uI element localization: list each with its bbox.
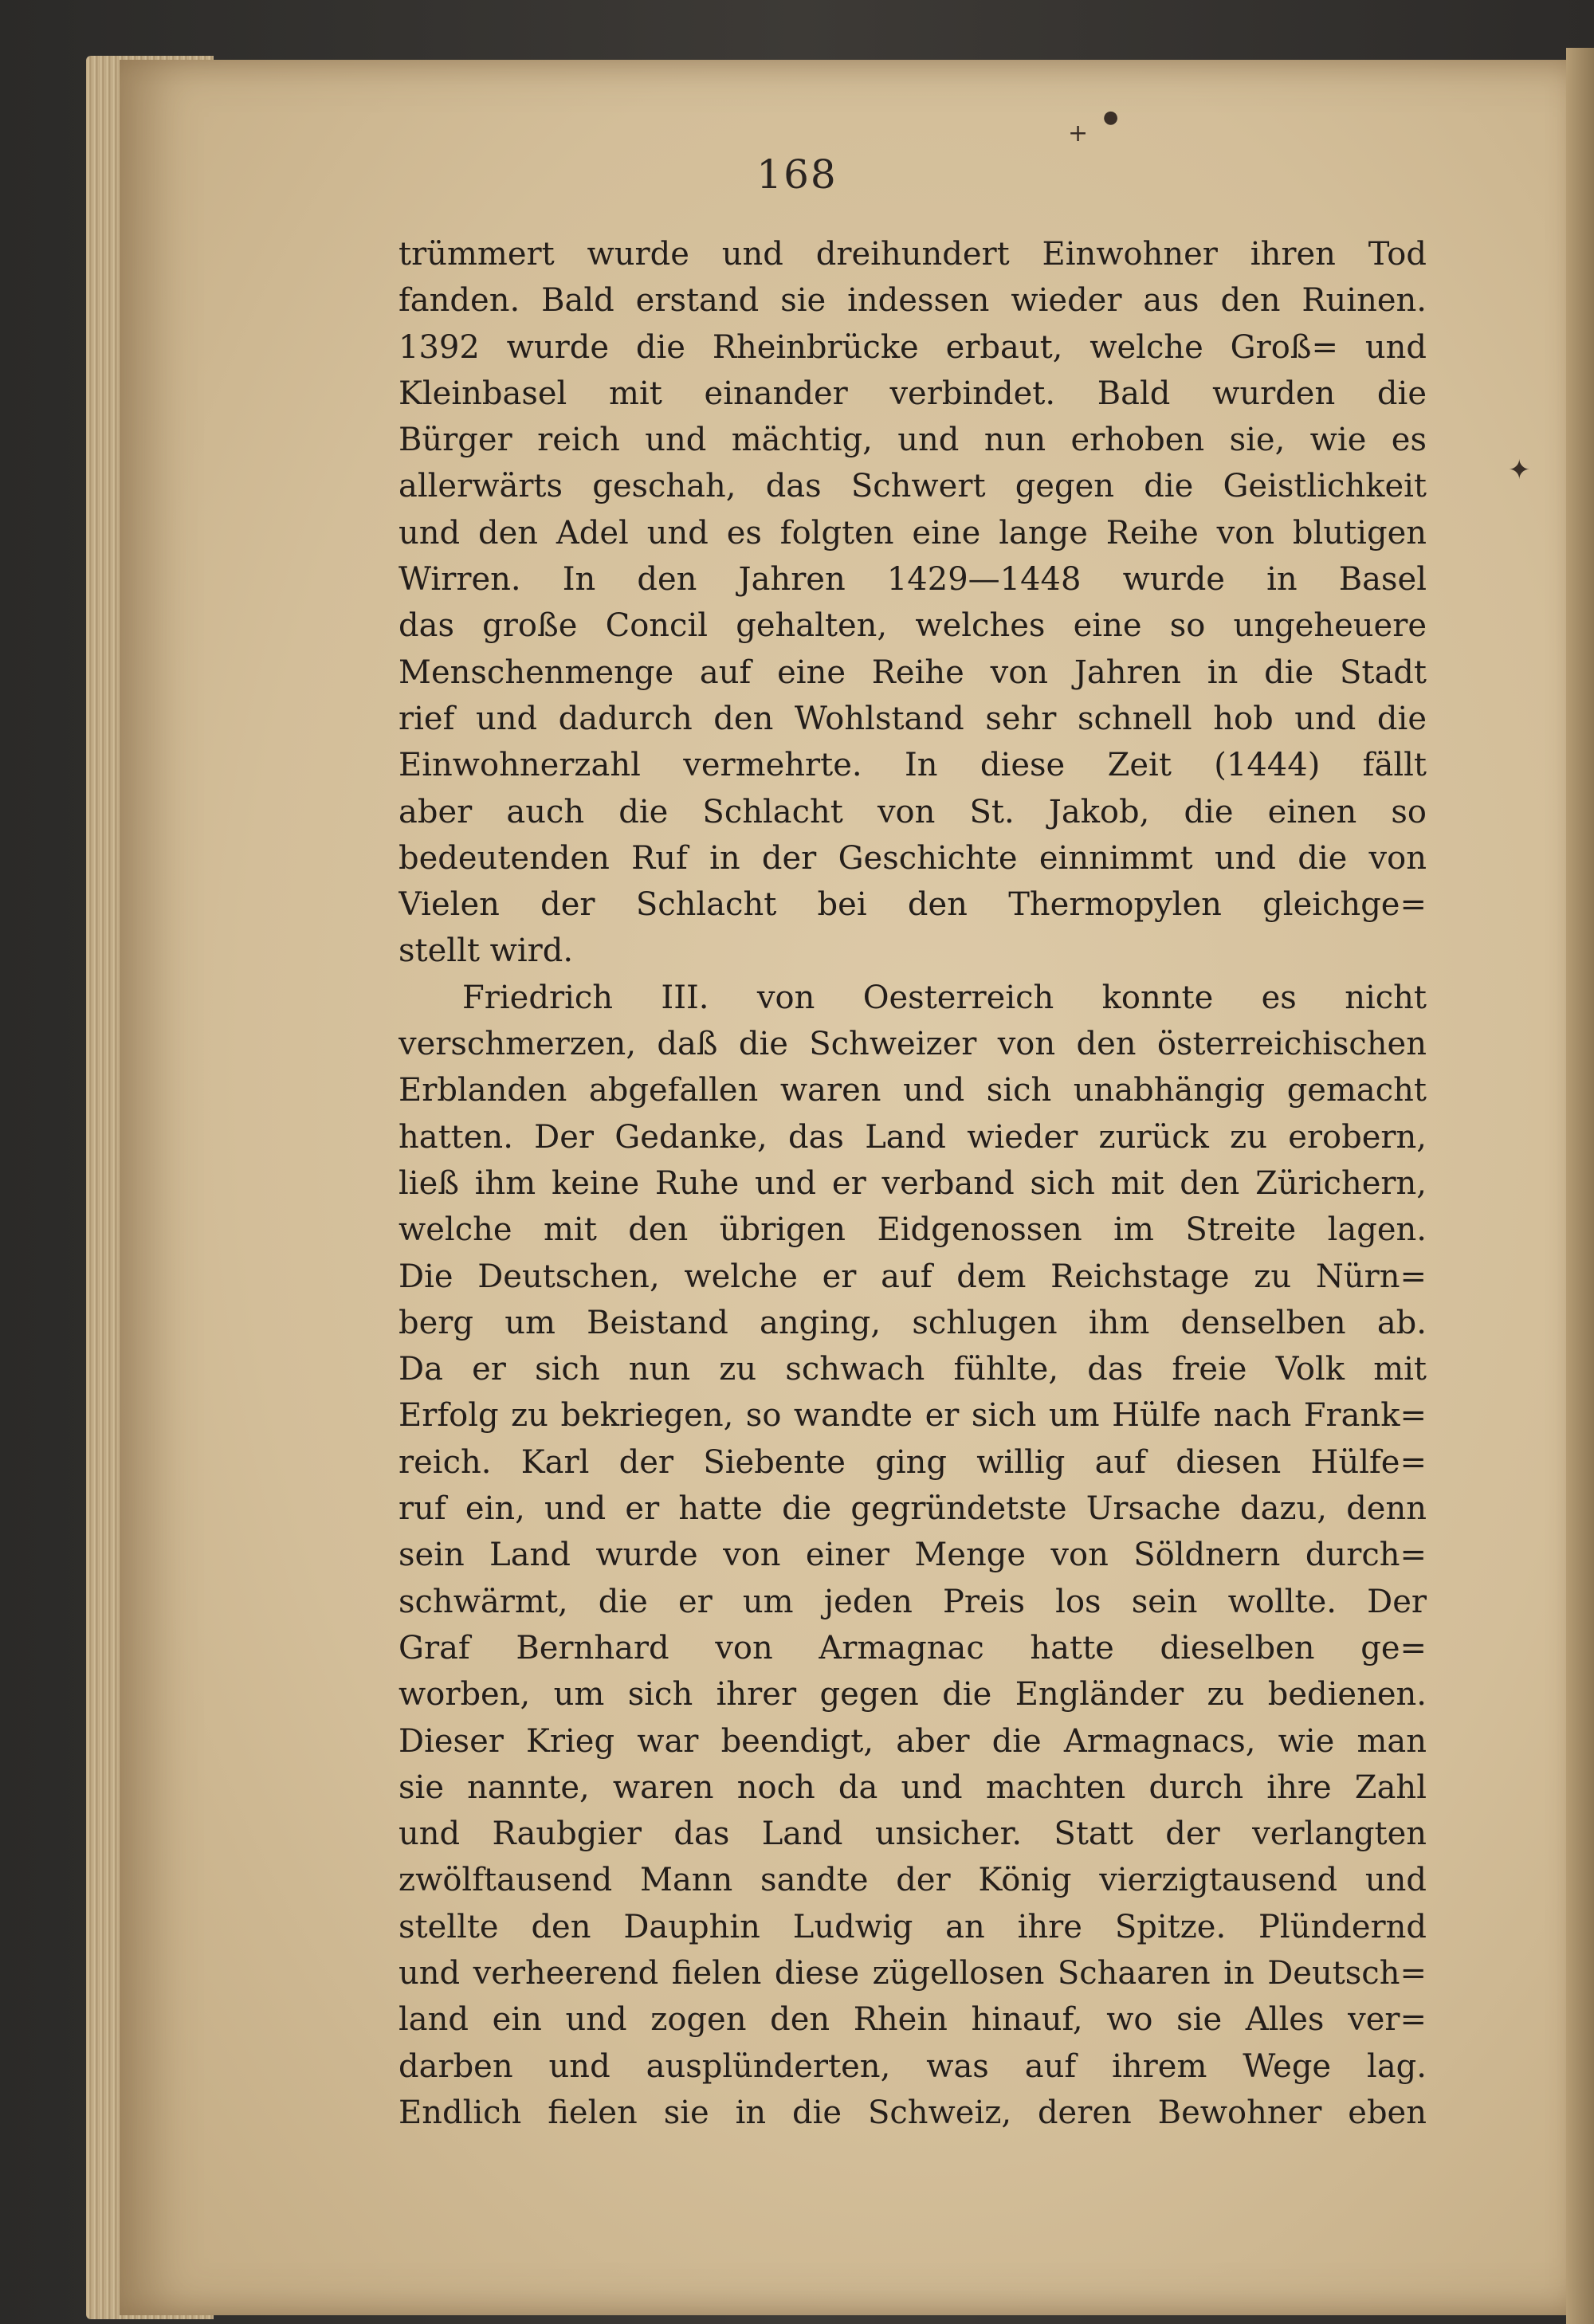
text-line: Endlich fielen sie in die Schweiz, deren Bewohner eben [398, 2094, 1427, 2131]
text-line: Dieser Krieg war beendigt, aber die Armagnacs, wie man [398, 1722, 1427, 1760]
text-line: ruf ein, und er hatte die gegründetste Ursache dazu, denn [398, 1490, 1427, 1528]
text-line: rief und dadurch den Wohlstand sehr schnell hob und die [398, 700, 1427, 737]
text-line: sein Land wurde von einer Menge von Söldnern durch= [398, 1537, 1427, 1574]
text-line: Friedrich III. von Oesterreich konnte es nicht [462, 979, 1427, 1016]
text-line: Vielen der Schlacht bei den Thermopylen gleichge= [398, 886, 1427, 924]
text-line: Graf Bernhard von Armagnac hatte dieselben ge= [398, 1629, 1427, 1666]
text-line: Bürger reich und mächtig, und nun erhoben sie, wie es [398, 422, 1427, 459]
text-line: stellt wird. [398, 932, 574, 970]
text-line: Da er sich nun zu schwach fühlte, das freie Volk mit [398, 1351, 1427, 1388]
body-text [398, 231, 1427, 2136]
text-line: allerwärts geschah, das Schwert gegen die Geistlichkeit [398, 468, 1427, 505]
text-line: welche mit den übrigen Eidgenossen im Streite lagen. [398, 1211, 1427, 1249]
text-line: Menschenmenge auf eine Reihe von Jahren in die Stadt [398, 654, 1427, 691]
text-line: verschmerzen, daß die Schweizer von den österreichischen [398, 1026, 1427, 1063]
text-line: darben und ausplünderten, was auf ihrem Wege lag. [398, 2047, 1427, 2085]
text-line: 1392 wurde die Rheinbrücke erbaut, welche Groß= und [398, 328, 1427, 366]
pencil-mark: + [1068, 120, 1089, 147]
text-line: das große Concil gehalten, welches eine so ungeheuere [398, 607, 1427, 645]
text-line: hatten. Der Gedanke, das Land wieder zurück zu erobern, [398, 1118, 1427, 1156]
page-number: 168 [756, 151, 838, 198]
text-line: trümmert wurde und dreihundert Einwohner ihren Tod [398, 236, 1427, 273]
ink-dot: ● [1103, 108, 1119, 128]
text-line: und Raubgier das Land unsicher. Statt der verlangten [398, 1816, 1427, 1853]
text-line: zwölftausend Mann sandte der König vierzigtausend und [398, 1862, 1427, 1899]
text-line: und den Adel und es folgten eine lange Reihe von blutigen [398, 514, 1427, 552]
text-line: Kleinbasel mit einander verbindet. Bald wurden die [398, 375, 1427, 412]
text-line: berg um Beistand anging, schlugen ihm denselben ab. [398, 1304, 1427, 1341]
page-right-edge [1566, 48, 1594, 2324]
text-line: land ein und zogen den Rhein hinauf, wo sie Alles ver= [398, 2001, 1427, 2039]
text-line: aber auch die Schlacht von St. Jakob, die einen so [398, 793, 1427, 830]
text-line: und verheerend fielen diese zügellosen Schaaren in Deutsch= [398, 1954, 1427, 1992]
text-line: Wirren. In den Jahren 1429—1448 wurde in Basel [398, 561, 1427, 599]
margin-mark: ✦ [1508, 454, 1531, 486]
text-line: fanden. Bald erstand sie indessen wieder aus den Ruinen. [398, 282, 1427, 320]
text-line: Erfolg zu bekriegen, so wandte er sich um Hülfe nach Frank= [398, 1397, 1427, 1435]
text-line: worben, um sich ihrer gegen die Engländer zu bedienen. [398, 1676, 1427, 1714]
text-line: bedeutenden Ruf in der Geschichte einnimmt und die von [398, 839, 1427, 877]
text-line: Einwohnerzahl vermehrte. In diese Zeit (1444) fällt [398, 747, 1427, 784]
text-line: Die Deutschen, welche er auf dem Reichstage zu Nürn= [398, 1258, 1427, 1295]
text-line: schwärmt, die er um jeden Preis los sein wollte. Der [398, 1583, 1427, 1620]
text-line: sie nannte, waren noch da und machten durch ihre Zahl [398, 1769, 1427, 1806]
text-line: reich. Karl der Siebente ging willig auf diesen Hülfe= [398, 1443, 1427, 1481]
text-line: Erblanden abgefallen waren und sich unabhängig gemacht [398, 1072, 1427, 1109]
text-line: ließ ihm keine Ruhe und er verband sich mit den Zürichern, [398, 1164, 1427, 1202]
text-line: stellte den Dauphin Ludwig an ihre Spitze. Plündernd [398, 1908, 1427, 1945]
